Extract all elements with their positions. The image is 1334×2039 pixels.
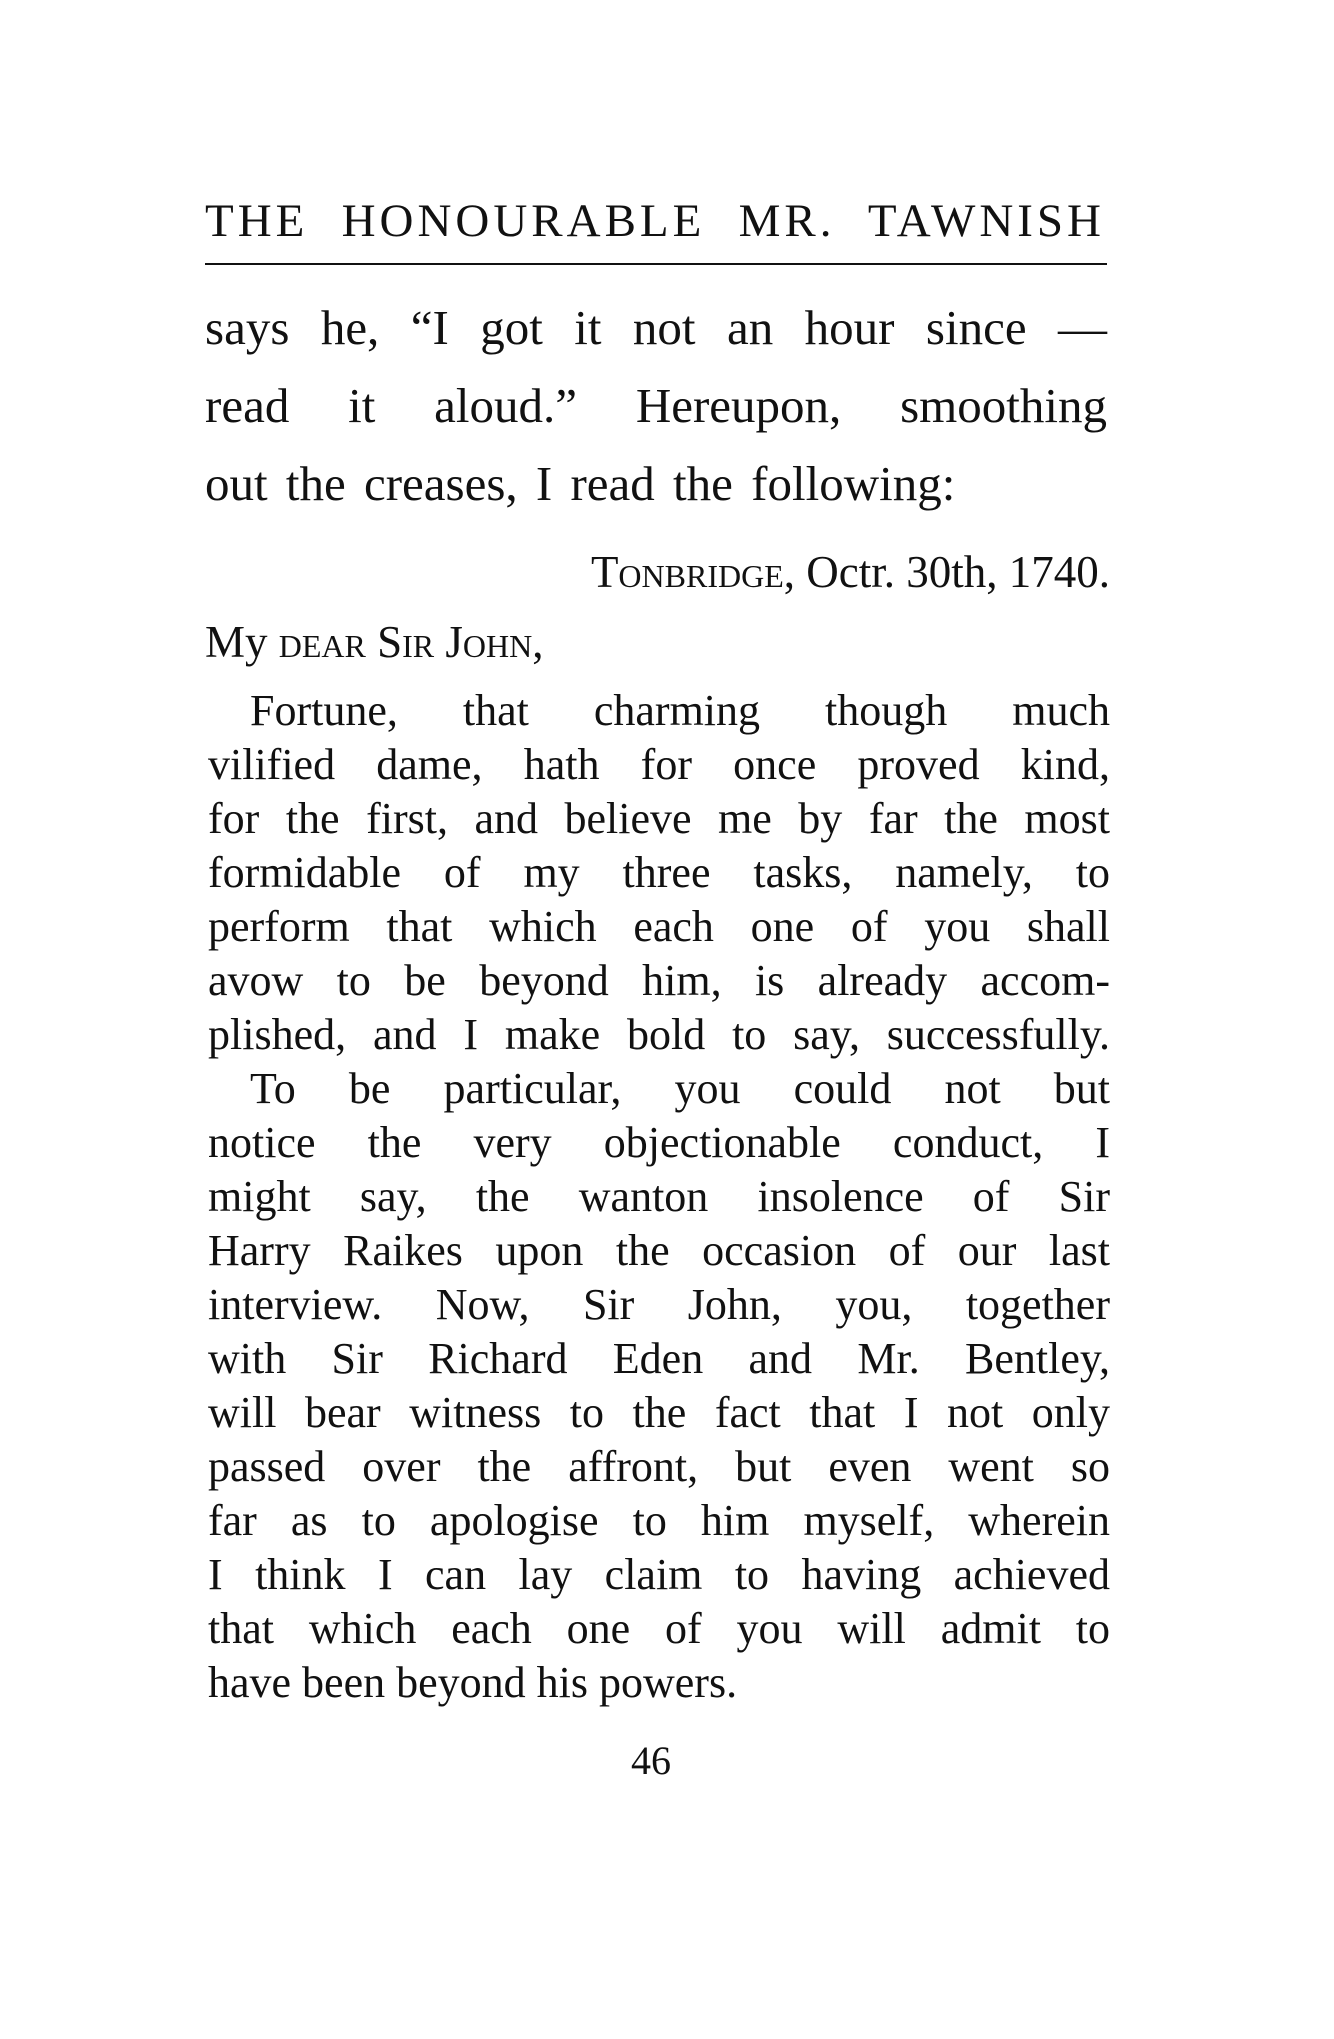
letter-body-line: interview. Now, Sir John, you, together: [208, 1280, 1110, 1329]
letter-body-line: have been beyond his powers.: [208, 1658, 738, 1707]
letter-body-line: passed over the affront, but even went so: [208, 1442, 1110, 1491]
salutation-my: My: [205, 617, 268, 667]
letter-body-line: with Sir Richard Eden and Mr. Bentley,: [208, 1334, 1110, 1383]
letter-body-line: far as to apologise to him myself, wherein: [208, 1496, 1110, 1545]
letter-body-line: for the first, and believe me by far the most: [208, 794, 1110, 843]
letter-body-line: perform that which each one of you shall: [208, 902, 1110, 951]
letter-body-line: notice the very objectionable conduct, I: [208, 1118, 1110, 1167]
letter-body-line: To be particular, you could not but: [250, 1064, 1110, 1113]
letter-body-line: plished, and I make bold to say, successfully.: [208, 1010, 1110, 1059]
letter-body-line: that which each one of you will admit to: [208, 1604, 1110, 1653]
letter-body-line: Fortune, that charming though much: [250, 686, 1110, 735]
letter-body-line: I think I can lay claim to having achieved: [208, 1550, 1110, 1599]
page-number: 46: [631, 1738, 671, 1783]
letter-body-line: might say, the wanton insolence of Sir: [208, 1172, 1110, 1221]
letter-body-line: formidable of my three tasks, namely, to: [208, 848, 1110, 897]
header-rule: [205, 263, 1107, 265]
opening-line: out the creases, I read the following:: [205, 456, 956, 511]
letter-body-line: avow to be beyond him, is already accom-: [208, 956, 1110, 1005]
opening-line: says he, “I got it not an hour since —: [205, 300, 1107, 355]
letter-body-line: Harry Raikes upon the occasion of our last: [208, 1226, 1110, 1275]
letter-body-line: will bear witness to the fact that I not only: [208, 1388, 1110, 1437]
letter-dateline: [591, 546, 1110, 598]
opening-line: read it aloud.” Hereupon, smoothing: [205, 378, 1107, 433]
running-head: THE HONOURABLE MR. TAWNISH: [205, 195, 1105, 247]
salutation-name: Sir John: [377, 617, 533, 667]
salutation-punct: ,: [532, 617, 544, 667]
dateline-place: Tonbridge: [590, 547, 784, 597]
letter-body-line: vilified dame, hath for once proved kind,: [208, 740, 1110, 789]
letter-salutation: [205, 616, 544, 668]
salutation-dear: dear: [267, 617, 378, 667]
dateline-date: , Octr. 30th, 1740.: [783, 547, 1110, 597]
